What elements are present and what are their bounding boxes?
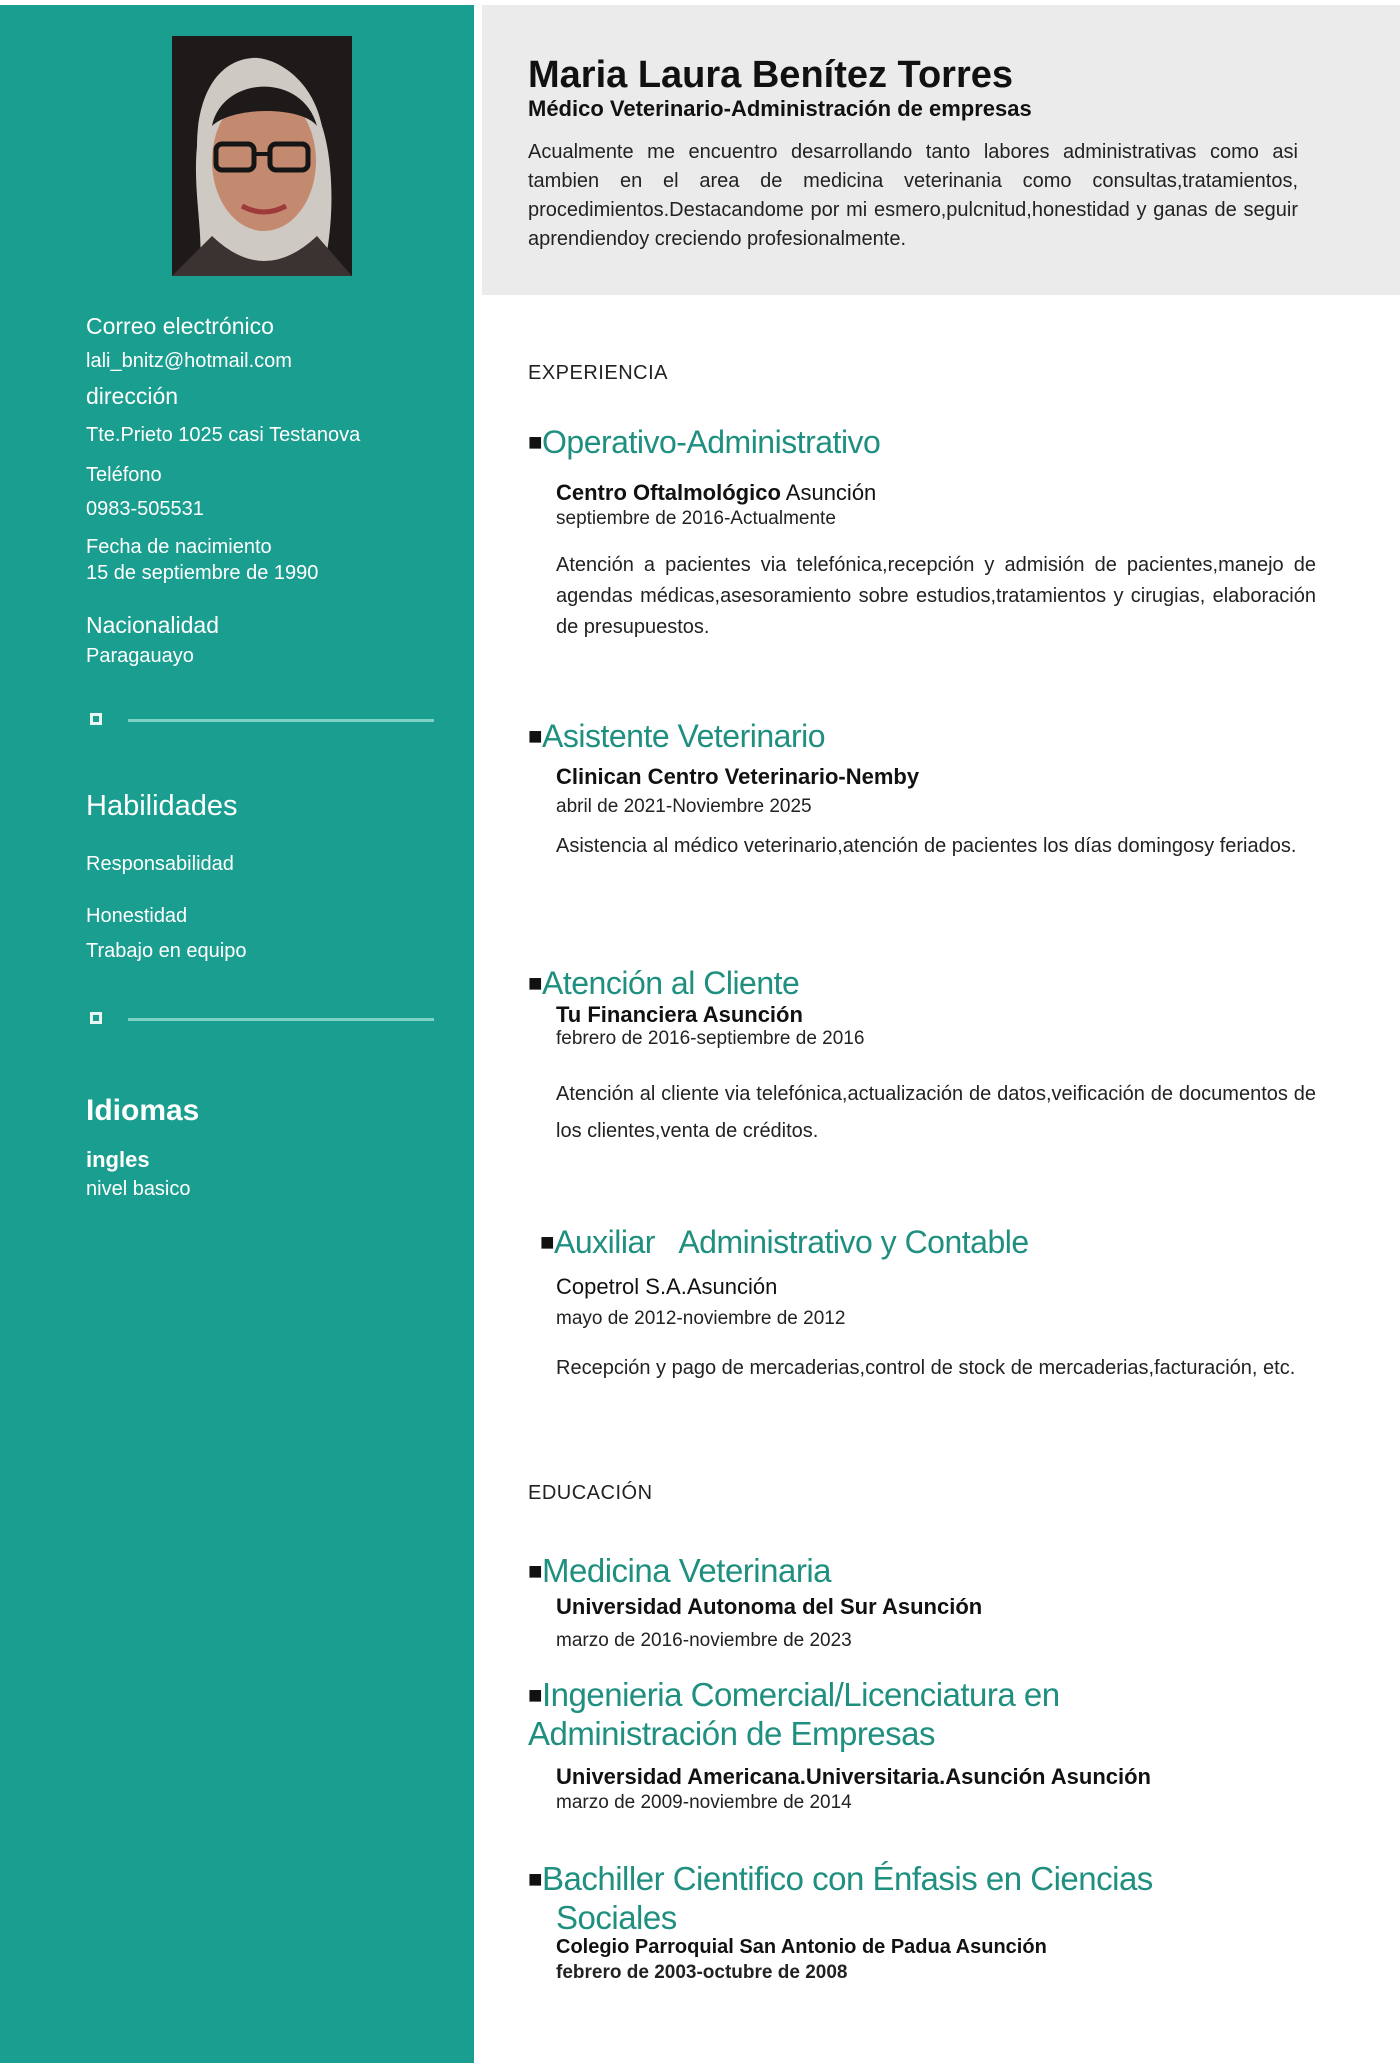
profile-summary: Acualmente me encuentro desarrollando tanto labores administrativas como asi tambien en el area de medicina veterinania como consultas,tratamientos, procedimientos.Destacandome por mi esmero,pulcnitud,honestidad y ganas de seguir aprendiendoy creciendo profesionalmente. xyxy=(528,141,1298,250)
education-school: Universidad Autonoma del Sur Asunción xyxy=(556,1594,983,1619)
bullet-square-icon: ■ xyxy=(528,1682,542,1709)
languages-heading: Idiomas xyxy=(86,1094,200,1127)
skills-heading: Habilidades xyxy=(86,790,238,822)
education-date: marzo de 2016-noviembre de 2023 xyxy=(556,1630,852,1651)
job-date: abril de 2021-Noviembre 2025 xyxy=(556,796,812,817)
address-label: dirección xyxy=(86,383,179,409)
job-description: Atención a pacientes via telefónica,recepción y admisión de pacientes,manejo de agendas médicas,asesoramiento sobre estudios,tratamientos y cirugias, elaboración de presupuestos. xyxy=(556,554,1316,638)
skill-item: Honestidad xyxy=(86,905,188,927)
birth-value: 15 de septiembre de 1990 xyxy=(86,562,319,584)
address-value: Tte.Prieto 1025 casi Testanova xyxy=(86,424,361,446)
candidate-name: Maria Laura Benítez Torres xyxy=(528,54,1014,96)
education-date: marzo de 2009-noviembre de 2014 xyxy=(556,1792,852,1813)
job-org: Copetrol S.A.Asunción xyxy=(556,1274,778,1299)
candidate-title: Médico Veterinario-Administración de empresas xyxy=(528,96,1032,121)
bullet-square-icon: ■ xyxy=(528,1558,542,1585)
email-label: Correo electrónico xyxy=(86,313,274,339)
bullet-square-icon: ■ xyxy=(528,429,542,456)
job-org: Tu Financiera Asunción xyxy=(556,1002,803,1027)
education-title: ■Medicina Veterinaria xyxy=(528,1552,831,1589)
divider-line xyxy=(128,719,434,722)
divider-square-icon xyxy=(90,713,102,725)
divider-square-icon xyxy=(90,1012,102,1024)
language-level: nivel basico xyxy=(86,1178,191,1200)
phone-value: 0983-505531 xyxy=(86,498,204,520)
email-value[interactable]: lali_bnitz@hotmail.com xyxy=(86,350,292,372)
job-description: Atención al cliente via telefónica,actualización de datos,veificación de documentos de los clientes,venta de créditos. xyxy=(556,1083,1316,1142)
job-date: mayo de 2012-noviembre de 2012 xyxy=(556,1308,846,1329)
divider-line xyxy=(128,1018,434,1021)
job-description: Asistencia al médico veterinario,atención de pacientes los días domingosy feriados. xyxy=(556,835,1297,857)
skill-item: Responsabilidad xyxy=(86,853,234,875)
experience-heading: EXPERIENCIA xyxy=(528,362,668,384)
education-school: Universidad Americana.Universitaria.Asunción Asunción xyxy=(556,1764,1151,1789)
bullet-square-icon: ■ xyxy=(528,970,542,997)
job-org: Clinican Centro Veterinario-Nemby xyxy=(556,764,920,789)
job-title: ■Operativo-Administrativo xyxy=(528,424,881,460)
job-title: ■Atención al Cliente xyxy=(528,965,800,1001)
avatar xyxy=(172,36,352,276)
education-date: febrero de 2003-octubre de 2008 xyxy=(556,1962,848,1983)
phone-label: Teléfono xyxy=(86,464,162,486)
language-name: ingles xyxy=(86,1147,150,1172)
job-title: ■Auxiliar Administrativo y Contable xyxy=(540,1224,1029,1260)
bullet-square-icon: ■ xyxy=(540,1229,554,1256)
education-title: ■Ingenieria Comercial/Licenciatura en Administración de Empresas xyxy=(528,1676,1060,1752)
job-org: Centro Oftalmológico Asunción xyxy=(556,480,877,505)
education-school: Colegio Parroquial San Antonio de Padua Asunción xyxy=(556,1936,1047,1958)
education-heading: EDUCACIÓN xyxy=(528,1482,653,1504)
skill-item: Trabajo en equipo xyxy=(86,940,247,962)
profile-photo xyxy=(172,36,352,276)
job-description: Recepción y pago de mercaderias,control de stock de mercaderias,facturación, etc. xyxy=(556,1357,1296,1379)
nationality-value: Paragauayo xyxy=(86,645,194,667)
nationality-label: Nacionalidad xyxy=(86,612,219,638)
education-title: ■Bachiller Cientifico con Énfasis en Ciencias Sociales xyxy=(528,1860,1153,1936)
bullet-square-icon: ■ xyxy=(528,723,542,750)
birth-label: Fecha de nacimiento xyxy=(86,536,272,558)
bullet-square-icon: ■ xyxy=(528,1866,542,1893)
job-date: septiembre de 2016-Actualmente xyxy=(556,508,836,529)
job-title: ■Asistente Veterinario xyxy=(528,718,825,754)
job-date: febrero de 2016-septiembre de 2016 xyxy=(556,1028,865,1049)
